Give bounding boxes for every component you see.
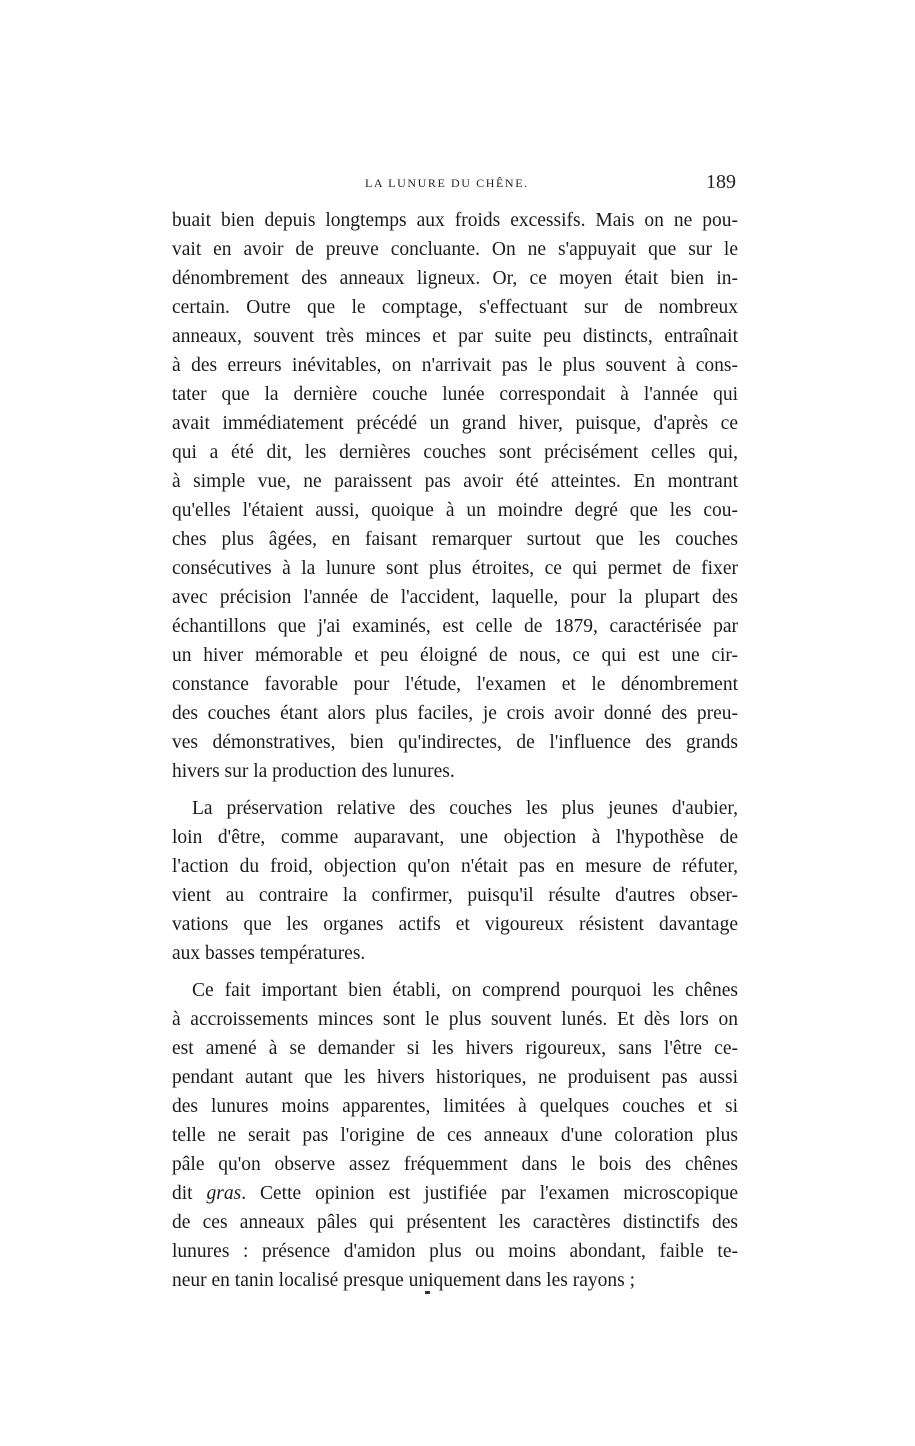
text-line: neur en tanin localisé presque uniquement dans les rayons ; [172, 1270, 635, 1291]
text-line: vations que les organes actifs et vigoureux résistent davantage [172, 914, 738, 935]
text-line: qu'elles l'étaient aussi, quoique à un moindre degré que les cou- [172, 500, 738, 521]
text-line: pâle qu'on observe assez fréquemment dans le bois des chênes [172, 1154, 738, 1175]
text-line: aux basses températures. [172, 943, 366, 964]
text-line: avec précision l'année de l'accident, laquelle, pour la plupart des [172, 587, 738, 608]
text-line: un hiver mémorable et peu éloigné de nous, ce qui est une cir- [172, 645, 738, 666]
text-line: consécutives à la lunure sont plus étroites, ce qui permet de fixer [172, 558, 738, 579]
text-line: des lunures moins apparentes, limitées à quelques couches et si [172, 1096, 738, 1117]
text-line: buait bien depuis longtemps aux froids excessifs. Mais on ne pou- [172, 210, 738, 231]
text-line: pendant autant que les hivers historiques, ne produisent pas aussi [172, 1067, 738, 1088]
text-line: vait en avoir de preuve concluante. On ne s'appuyait que sur le [172, 239, 738, 260]
text-line: des couches étant alors plus faciles, je crois avoir donné des preu- [172, 703, 738, 724]
text-line: à accroissements minces sont le plus souvent lunés. Et dès lors on [172, 1009, 738, 1030]
running-title: LA LUNURE DU CHÊNE. [365, 176, 529, 190]
text-line: dénombrement des anneaux ligneux. Or, ce moyen était bien in- [172, 268, 738, 289]
text-line: telle ne serait pas l'origine de ces anneaux d'une coloration plus [172, 1125, 738, 1146]
paragraph-2 [172, 794, 738, 968]
text-line: échantillons que j'ai examinés, est celle de 1879, caractérisée par [172, 616, 738, 637]
text-line: à simple vue, ne paraissent pas avoir été atteintes. En montrant [172, 471, 738, 492]
text-line-with-italic [172, 1179, 738, 1208]
text-segment: dit [172, 1183, 207, 1204]
text-line: l'action du froid, objection qu'on n'était pas en mesure de réfuter, [172, 856, 738, 877]
text-line: La préservation relative des couches les plus jeunes d'aubier, [192, 798, 738, 819]
text-line: constance favorable pour l'étude, l'examen et le dénombrement [172, 674, 738, 695]
text-line: lunures : présence d'amidon plus ou moins abondant, faible te- [172, 1241, 738, 1262]
italic-term: gras [206, 1183, 242, 1204]
text-line: certain. Outre que le comptage, s'effectuant sur de nombreux [172, 297, 738, 318]
running-head [172, 171, 738, 198]
text-line: hivers sur la production des lunures. [172, 761, 455, 782]
text-line: ches plus âgées, en faisant remarquer surtout que les couches [172, 529, 738, 550]
text-line: tater que la dernière couche lunée correspondait à l'année qui [172, 384, 738, 405]
text-line: Ce fait important bien établi, on comprend pourquoi les chênes [192, 980, 738, 1001]
page-number: 189 [706, 171, 736, 193]
text-line: qui a été dit, les dernières couches sont précisément celles qui, [172, 442, 738, 463]
text-line: anneaux, souvent très minces et par suite peu distincts, entraînait [172, 326, 738, 347]
text-segment: . Cette opinion est justifiée par l'examen microscopique [241, 1183, 738, 1204]
signature-mark [425, 1291, 430, 1294]
text-line: ves démonstratives, bien qu'indirectes, de l'influence des grands [172, 732, 738, 753]
text-line: à des erreurs inévitables, on n'arrivait pas le plus souvent à cons- [172, 355, 738, 376]
paragraph-1 [172, 206, 738, 786]
text-line: est amené à se demander si les hivers rigoureux, sans l'être ce- [172, 1038, 738, 1059]
text-line: de ces anneaux pâles qui présentent les caractères distinctifs des [172, 1212, 738, 1233]
paragraph-3 [172, 976, 738, 1295]
text-line: avait immédiatement précédé un grand hiver, puisque, d'après ce [172, 413, 738, 434]
body-text [172, 206, 738, 1295]
text-line: loin d'être, comme auparavant, une objection à l'hypothèse de [172, 827, 738, 848]
text-line: vient au contraire la confirmer, puisqu'il résulte d'autres obser- [172, 885, 738, 906]
